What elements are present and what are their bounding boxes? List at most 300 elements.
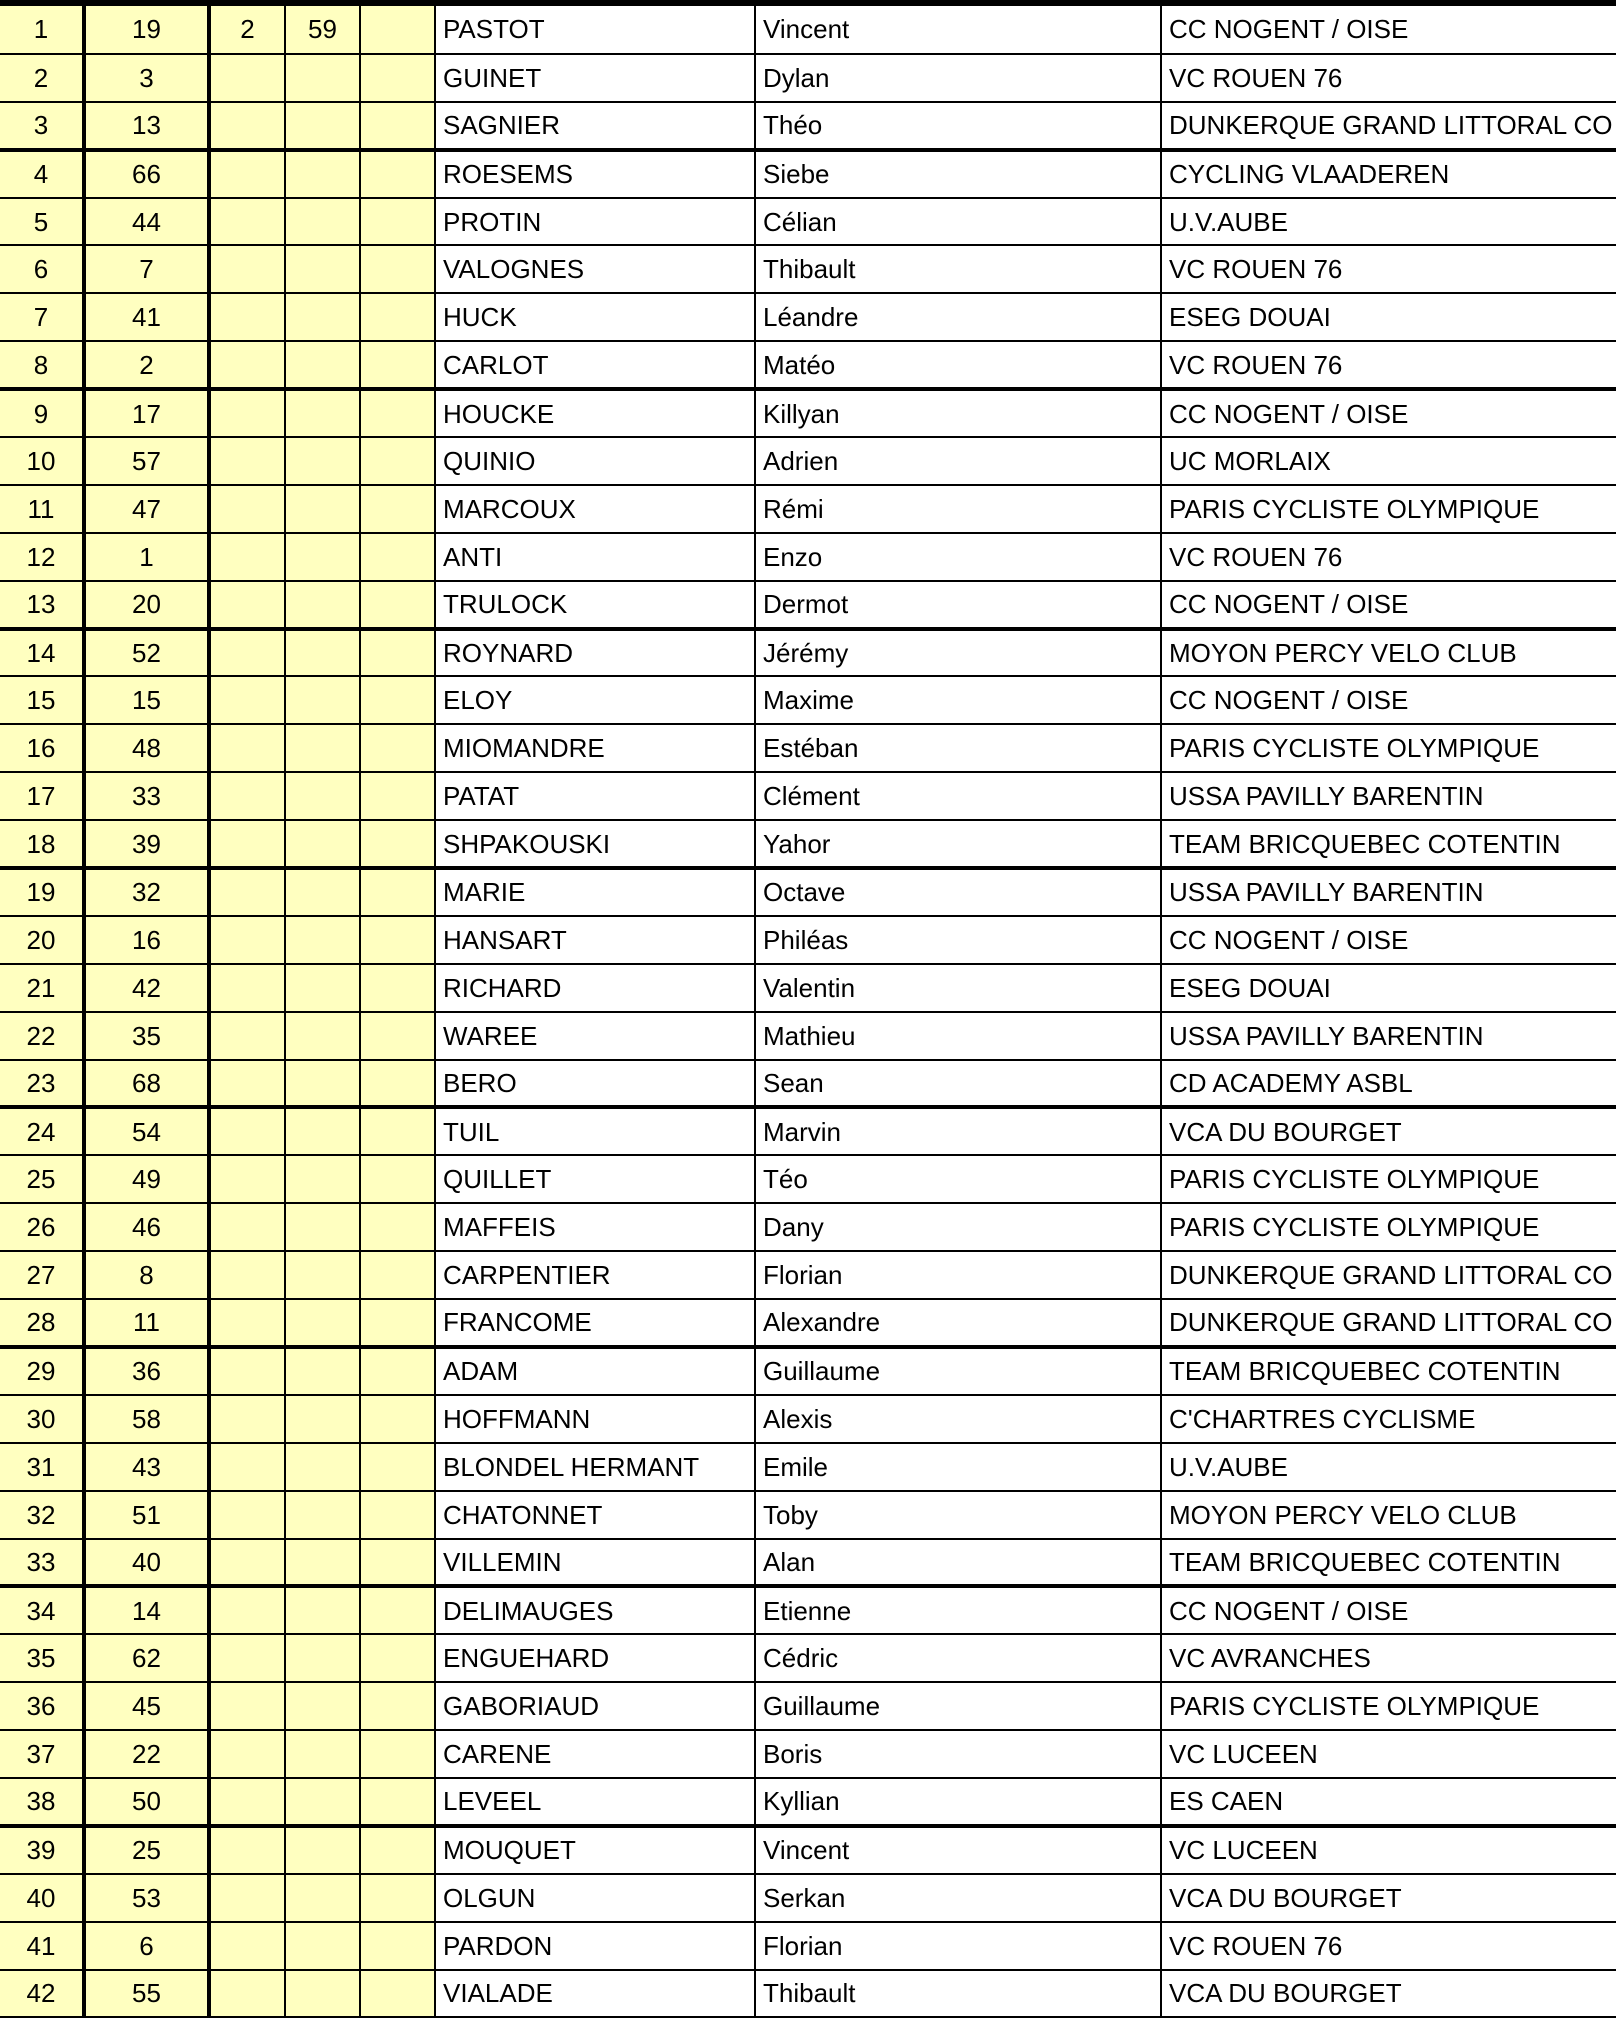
extra-col-5-cell xyxy=(360,1730,435,1778)
extra-col-3-cell xyxy=(209,1347,285,1395)
table-row xyxy=(0,1395,1616,1443)
bib-cell: 17 xyxy=(84,389,209,437)
table-row xyxy=(0,533,1616,581)
extra-col-4-cell xyxy=(285,916,360,964)
extra-col-4-cell xyxy=(285,1730,360,1778)
bib-cell: 3 xyxy=(84,54,209,102)
extra-col-5-cell xyxy=(360,1251,435,1299)
rank-cell: 6 xyxy=(0,245,84,293)
firstname-cell: Guillaume xyxy=(755,1682,1161,1730)
extra-col-3-cell xyxy=(209,198,285,246)
extra-col-3-cell xyxy=(209,150,285,198)
club-cell: VC AVRANCHES xyxy=(1161,1634,1616,1682)
firstname-cell: Rémi xyxy=(755,485,1161,533)
extra-col-5-cell xyxy=(360,1443,435,1491)
extra-col-4-cell xyxy=(285,1586,360,1634)
firstname-cell: Florian xyxy=(755,1251,1161,1299)
extra-col-5-cell xyxy=(360,1539,435,1587)
extra-col-3-cell xyxy=(209,868,285,916)
bib-cell: 53 xyxy=(84,1874,209,1922)
table-row xyxy=(0,1012,1616,1060)
rank-cell: 9 xyxy=(0,389,84,437)
table-row xyxy=(0,341,1616,389)
lastname-cell: OLGUN xyxy=(435,1874,755,1922)
club-cell: CC NOGENT / OISE xyxy=(1161,916,1616,964)
rank-cell: 18 xyxy=(0,820,84,868)
firstname-cell: Dany xyxy=(755,1203,1161,1251)
bib-cell: 43 xyxy=(84,1443,209,1491)
extra-col-3-cell xyxy=(209,1922,285,1970)
table-row xyxy=(0,1970,1616,2018)
extra-col-3-cell xyxy=(209,916,285,964)
club-cell: U.V.AUBE xyxy=(1161,198,1616,246)
rank-cell: 2 xyxy=(0,54,84,102)
lastname-cell: ANTI xyxy=(435,533,755,581)
rank-cell: 31 xyxy=(0,1443,84,1491)
extra-col-3-cell xyxy=(209,1874,285,1922)
table-row xyxy=(0,1299,1616,1347)
firstname-cell: Estéban xyxy=(755,724,1161,772)
extra-col-4-cell xyxy=(285,772,360,820)
extra-col-5-cell xyxy=(360,1922,435,1970)
bib-cell: 48 xyxy=(84,724,209,772)
extra-col-3-cell xyxy=(209,389,285,437)
bib-cell: 35 xyxy=(84,1012,209,1060)
club-cell: USSA PAVILLY BARENTIN xyxy=(1161,1012,1616,1060)
extra-col-4-cell xyxy=(285,245,360,293)
extra-col-4-cell xyxy=(285,1874,360,1922)
bib-cell: 1 xyxy=(84,533,209,581)
table-row xyxy=(0,389,1616,437)
rank-cell: 4 xyxy=(0,150,84,198)
bib-cell: 44 xyxy=(84,198,209,246)
club-cell: PARIS CYCLISTE OLYMPIQUE xyxy=(1161,485,1616,533)
rank-cell: 13 xyxy=(0,581,84,629)
lastname-cell: RICHARD xyxy=(435,964,755,1012)
table-row xyxy=(0,724,1616,772)
extra-col-3-cell xyxy=(209,1203,285,1251)
firstname-cell: Téo xyxy=(755,1155,1161,1203)
firstname-cell: Clément xyxy=(755,772,1161,820)
club-cell: VCA DU BOURGET xyxy=(1161,1107,1616,1155)
rank-cell: 33 xyxy=(0,1539,84,1587)
firstname-cell: Matéo xyxy=(755,341,1161,389)
extra-col-3-cell xyxy=(209,676,285,724)
extra-col-3-cell xyxy=(209,437,285,485)
table-row xyxy=(0,1730,1616,1778)
firstname-cell: Marvin xyxy=(755,1107,1161,1155)
rank-cell: 21 xyxy=(0,964,84,1012)
club-cell: CYCLING VLAADEREN xyxy=(1161,150,1616,198)
extra-col-5-cell xyxy=(360,1634,435,1682)
extra-col-5-cell xyxy=(360,1060,435,1108)
extra-col-4-cell xyxy=(285,54,360,102)
table-row xyxy=(0,437,1616,485)
extra-col-3-cell xyxy=(209,1012,285,1060)
club-cell: CD ACADEMY ASBL xyxy=(1161,1060,1616,1108)
rank-cell: 34 xyxy=(0,1586,84,1634)
club-cell: PARIS CYCLISTE OLYMPIQUE xyxy=(1161,1203,1616,1251)
rank-cell: 7 xyxy=(0,293,84,341)
extra-col-4-cell xyxy=(285,389,360,437)
extra-col-4-cell xyxy=(285,293,360,341)
extra-col-4-cell xyxy=(285,1970,360,2018)
table-row xyxy=(0,1539,1616,1587)
firstname-cell: Octave xyxy=(755,868,1161,916)
extra-col-3-cell xyxy=(209,485,285,533)
bib-cell: 41 xyxy=(84,293,209,341)
extra-col-3-cell xyxy=(209,1682,285,1730)
extra-col-5-cell xyxy=(360,54,435,102)
bib-cell: 49 xyxy=(84,1155,209,1203)
extra-col-3-cell xyxy=(209,820,285,868)
lastname-cell: SHPAKOUSKI xyxy=(435,820,755,868)
firstname-cell: Enzo xyxy=(755,533,1161,581)
extra-col-5-cell xyxy=(360,868,435,916)
firstname-cell: Etienne xyxy=(755,1586,1161,1634)
extra-col-3-cell xyxy=(209,964,285,1012)
extra-col-4-cell xyxy=(285,1347,360,1395)
rank-cell: 36 xyxy=(0,1682,84,1730)
extra-col-3-cell xyxy=(209,1634,285,1682)
lastname-cell: CARPENTIER xyxy=(435,1251,755,1299)
extra-col-3-cell xyxy=(209,293,285,341)
bib-cell: 62 xyxy=(84,1634,209,1682)
firstname-cell: Philéas xyxy=(755,916,1161,964)
club-cell: VC ROUEN 76 xyxy=(1161,1922,1616,1970)
extra-col-4-cell: 59 xyxy=(285,6,360,54)
club-cell: TEAM BRICQUEBEC COTENTIN xyxy=(1161,820,1616,868)
rank-cell: 28 xyxy=(0,1299,84,1347)
extra-col-5-cell xyxy=(360,964,435,1012)
extra-col-3-cell xyxy=(209,581,285,629)
extra-col-4-cell xyxy=(285,868,360,916)
firstname-cell: Léandre xyxy=(755,293,1161,341)
lastname-cell: QUINIO xyxy=(435,437,755,485)
extra-col-4-cell xyxy=(285,1203,360,1251)
rank-cell: 27 xyxy=(0,1251,84,1299)
bib-cell: 40 xyxy=(84,1539,209,1587)
club-cell: USSA PAVILLY BARENTIN xyxy=(1161,868,1616,916)
table-row xyxy=(0,6,1616,54)
bib-cell: 16 xyxy=(84,916,209,964)
lastname-cell: PATAT xyxy=(435,772,755,820)
rank-cell: 3 xyxy=(0,102,84,150)
club-cell: VC ROUEN 76 xyxy=(1161,245,1616,293)
rank-cell: 40 xyxy=(0,1874,84,1922)
extra-col-5-cell xyxy=(360,676,435,724)
club-cell: UC MORLAIX xyxy=(1161,437,1616,485)
lastname-cell: VILLEMIN xyxy=(435,1539,755,1587)
table-row xyxy=(0,1443,1616,1491)
rank-cell: 19 xyxy=(0,868,84,916)
rank-cell: 17 xyxy=(0,772,84,820)
firstname-cell: Thibault xyxy=(755,245,1161,293)
table-row xyxy=(0,1634,1616,1682)
firstname-cell: Boris xyxy=(755,1730,1161,1778)
club-cell: U.V.AUBE xyxy=(1161,1443,1616,1491)
extra-col-5-cell xyxy=(360,245,435,293)
table-row xyxy=(0,916,1616,964)
lastname-cell: ROYNARD xyxy=(435,629,755,677)
bib-cell: 20 xyxy=(84,581,209,629)
lastname-cell: TRULOCK xyxy=(435,581,755,629)
rank-cell: 12 xyxy=(0,533,84,581)
table-row xyxy=(0,245,1616,293)
bib-cell: 25 xyxy=(84,1826,209,1874)
club-cell: MOYON PERCY VELO CLUB xyxy=(1161,629,1616,677)
extra-col-5-cell xyxy=(360,629,435,677)
firstname-cell: Vincent xyxy=(755,1826,1161,1874)
club-cell: DUNKERQUE GRAND LITTORAL CO xyxy=(1161,102,1616,150)
rank-cell: 30 xyxy=(0,1395,84,1443)
club-cell: ESEG DOUAI xyxy=(1161,964,1616,1012)
extra-col-5-cell xyxy=(360,1682,435,1730)
extra-col-4-cell xyxy=(285,437,360,485)
extra-col-3-cell xyxy=(209,1395,285,1443)
rank-cell: 16 xyxy=(0,724,84,772)
lastname-cell: ROESEMS xyxy=(435,150,755,198)
firstname-cell: Théo xyxy=(755,102,1161,150)
lastname-cell: SAGNIER xyxy=(435,102,755,150)
firstname-cell: Dylan xyxy=(755,54,1161,102)
club-cell: DUNKERQUE GRAND LITTORAL CO xyxy=(1161,1251,1616,1299)
bib-cell: 58 xyxy=(84,1395,209,1443)
lastname-cell: HUCK xyxy=(435,293,755,341)
extra-col-3-cell xyxy=(209,1539,285,1587)
bib-cell: 36 xyxy=(84,1347,209,1395)
extra-col-5-cell xyxy=(360,437,435,485)
club-cell: ES CAEN xyxy=(1161,1778,1616,1826)
bib-cell: 57 xyxy=(84,437,209,485)
extra-col-4-cell xyxy=(285,964,360,1012)
extra-col-5-cell xyxy=(360,1203,435,1251)
extra-col-5-cell xyxy=(360,533,435,581)
extra-col-3-cell xyxy=(209,1251,285,1299)
club-cell: PARIS CYCLISTE OLYMPIQUE xyxy=(1161,724,1616,772)
extra-col-5-cell xyxy=(360,1155,435,1203)
bib-cell: 55 xyxy=(84,1970,209,2018)
table-row xyxy=(0,1586,1616,1634)
table-row xyxy=(0,293,1616,341)
rank-cell: 41 xyxy=(0,1922,84,1970)
lastname-cell: PASTOT xyxy=(435,6,755,54)
table-row xyxy=(0,1347,1616,1395)
lastname-cell: MAFFEIS xyxy=(435,1203,755,1251)
firstname-cell: Alexandre xyxy=(755,1299,1161,1347)
firstname-cell: Thibault xyxy=(755,1970,1161,2018)
extra-col-5-cell xyxy=(360,1299,435,1347)
firstname-cell: Killyan xyxy=(755,389,1161,437)
extra-col-3-cell xyxy=(209,1491,285,1539)
extra-col-4-cell xyxy=(285,1155,360,1203)
firstname-cell: Vincent xyxy=(755,6,1161,54)
extra-col-3-cell xyxy=(209,1730,285,1778)
lastname-cell: BERO xyxy=(435,1060,755,1108)
rank-cell: 24 xyxy=(0,1107,84,1155)
lastname-cell: GUINET xyxy=(435,54,755,102)
club-cell: CC NOGENT / OISE xyxy=(1161,676,1616,724)
lastname-cell: BLONDEL HERMANT xyxy=(435,1443,755,1491)
rank-cell: 37 xyxy=(0,1730,84,1778)
extra-col-4-cell xyxy=(285,1922,360,1970)
extra-col-3-cell: 2 xyxy=(209,6,285,54)
rank-cell: 14 xyxy=(0,629,84,677)
extra-col-4-cell xyxy=(285,1299,360,1347)
firstname-cell: Mathieu xyxy=(755,1012,1161,1060)
lastname-cell: CARENE xyxy=(435,1730,755,1778)
extra-col-5-cell xyxy=(360,1826,435,1874)
rank-cell: 32 xyxy=(0,1491,84,1539)
club-cell: VC ROUEN 76 xyxy=(1161,341,1616,389)
table-row xyxy=(0,1251,1616,1299)
bib-cell: 47 xyxy=(84,485,209,533)
extra-col-4-cell xyxy=(285,1539,360,1587)
bib-cell: 7 xyxy=(84,245,209,293)
club-cell: TEAM BRICQUEBEC COTENTIN xyxy=(1161,1347,1616,1395)
firstname-cell: Jérémy xyxy=(755,629,1161,677)
extra-col-5-cell xyxy=(360,1347,435,1395)
lastname-cell: FRANCOME xyxy=(435,1299,755,1347)
extra-col-3-cell xyxy=(209,1586,285,1634)
extra-col-3-cell xyxy=(209,1443,285,1491)
firstname-cell: Yahor xyxy=(755,820,1161,868)
extra-col-4-cell xyxy=(285,724,360,772)
extra-col-4-cell xyxy=(285,341,360,389)
lastname-cell: ENGUEHARD xyxy=(435,1634,755,1682)
bib-cell: 68 xyxy=(84,1060,209,1108)
lastname-cell: TUIL xyxy=(435,1107,755,1155)
lastname-cell: PARDON xyxy=(435,1922,755,1970)
extra-col-5-cell xyxy=(360,724,435,772)
lastname-cell: PROTIN xyxy=(435,198,755,246)
club-cell: USSA PAVILLY BARENTIN xyxy=(1161,772,1616,820)
club-cell: PARIS CYCLISTE OLYMPIQUE xyxy=(1161,1155,1616,1203)
extra-col-4-cell xyxy=(285,102,360,150)
extra-col-3-cell xyxy=(209,724,285,772)
extra-col-5-cell xyxy=(360,916,435,964)
table-row xyxy=(0,54,1616,102)
rank-cell: 42 xyxy=(0,1970,84,2018)
extra-col-4-cell xyxy=(285,485,360,533)
extra-col-5-cell xyxy=(360,485,435,533)
club-cell: C'CHARTRES CYCLISME xyxy=(1161,1395,1616,1443)
club-cell: VCA DU BOURGET xyxy=(1161,1970,1616,2018)
firstname-cell: Adrien xyxy=(755,437,1161,485)
extra-col-4-cell xyxy=(285,581,360,629)
table-row xyxy=(0,772,1616,820)
lastname-cell: QUILLET xyxy=(435,1155,755,1203)
extra-col-4-cell xyxy=(285,1682,360,1730)
extra-col-5-cell xyxy=(360,581,435,629)
extra-col-4-cell xyxy=(285,533,360,581)
extra-col-3-cell xyxy=(209,102,285,150)
club-cell: MOYON PERCY VELO CLUB xyxy=(1161,1491,1616,1539)
bib-cell: 13 xyxy=(84,102,209,150)
extra-col-4-cell xyxy=(285,1826,360,1874)
club-cell: DUNKERQUE GRAND LITTORAL CO xyxy=(1161,1299,1616,1347)
extra-col-3-cell xyxy=(209,1970,285,2018)
rank-cell: 15 xyxy=(0,676,84,724)
lastname-cell: CHATONNET xyxy=(435,1491,755,1539)
table-row xyxy=(0,1491,1616,1539)
results-table xyxy=(0,6,1616,2018)
lastname-cell: VALOGNES xyxy=(435,245,755,293)
bib-cell: 39 xyxy=(84,820,209,868)
firstname-cell: Sean xyxy=(755,1060,1161,1108)
rank-cell: 23 xyxy=(0,1060,84,1108)
extra-col-3-cell xyxy=(209,341,285,389)
bib-cell: 54 xyxy=(84,1107,209,1155)
table-row xyxy=(0,1107,1616,1155)
extra-col-3-cell xyxy=(209,1778,285,1826)
bib-cell: 50 xyxy=(84,1778,209,1826)
firstname-cell: Siebe xyxy=(755,150,1161,198)
firstname-cell: Dermot xyxy=(755,581,1161,629)
rank-cell: 26 xyxy=(0,1203,84,1251)
extra-col-4-cell xyxy=(285,1251,360,1299)
extra-col-5-cell xyxy=(360,293,435,341)
club-cell: ESEG DOUAI xyxy=(1161,293,1616,341)
extra-col-5-cell xyxy=(360,1395,435,1443)
table-row xyxy=(0,1922,1616,1970)
table-row xyxy=(0,676,1616,724)
club-cell: CC NOGENT / OISE xyxy=(1161,6,1616,54)
extra-col-4-cell xyxy=(285,820,360,868)
table-row xyxy=(0,1826,1616,1874)
club-cell: VC ROUEN 76 xyxy=(1161,533,1616,581)
extra-col-3-cell xyxy=(209,772,285,820)
table-row xyxy=(0,868,1616,916)
extra-col-5-cell xyxy=(360,6,435,54)
firstname-cell: Cédric xyxy=(755,1634,1161,1682)
rank-cell: 1 xyxy=(0,6,84,54)
extra-col-3-cell xyxy=(209,629,285,677)
extra-col-4-cell xyxy=(285,629,360,677)
table-row xyxy=(0,581,1616,629)
extra-col-5-cell xyxy=(360,1107,435,1155)
lastname-cell: ADAM xyxy=(435,1347,755,1395)
extra-col-3-cell xyxy=(209,1107,285,1155)
extra-col-5-cell xyxy=(360,150,435,198)
table-row xyxy=(0,1060,1616,1108)
bib-cell: 33 xyxy=(84,772,209,820)
lastname-cell: VIALADE xyxy=(435,1970,755,2018)
bib-cell: 2 xyxy=(84,341,209,389)
extra-col-4-cell xyxy=(285,1491,360,1539)
extra-col-5-cell xyxy=(360,1586,435,1634)
extra-col-5-cell xyxy=(360,198,435,246)
club-cell: VCA DU BOURGET xyxy=(1161,1874,1616,1922)
extra-col-4-cell xyxy=(285,1107,360,1155)
lastname-cell: WAREE xyxy=(435,1012,755,1060)
rank-cell: 5 xyxy=(0,198,84,246)
club-cell: PARIS CYCLISTE OLYMPIQUE xyxy=(1161,1682,1616,1730)
bib-cell: 11 xyxy=(84,1299,209,1347)
table-row xyxy=(0,1874,1616,1922)
table-row xyxy=(0,102,1616,150)
extra-col-4-cell xyxy=(285,1634,360,1682)
firstname-cell: Florian xyxy=(755,1922,1161,1970)
rank-cell: 22 xyxy=(0,1012,84,1060)
bib-cell: 6 xyxy=(84,1922,209,1970)
extra-col-5-cell xyxy=(360,772,435,820)
lastname-cell: MOUQUET xyxy=(435,1826,755,1874)
extra-col-3-cell xyxy=(209,1060,285,1108)
extra-col-3-cell xyxy=(209,1155,285,1203)
extra-col-3-cell xyxy=(209,245,285,293)
extra-col-5-cell xyxy=(360,1970,435,2018)
